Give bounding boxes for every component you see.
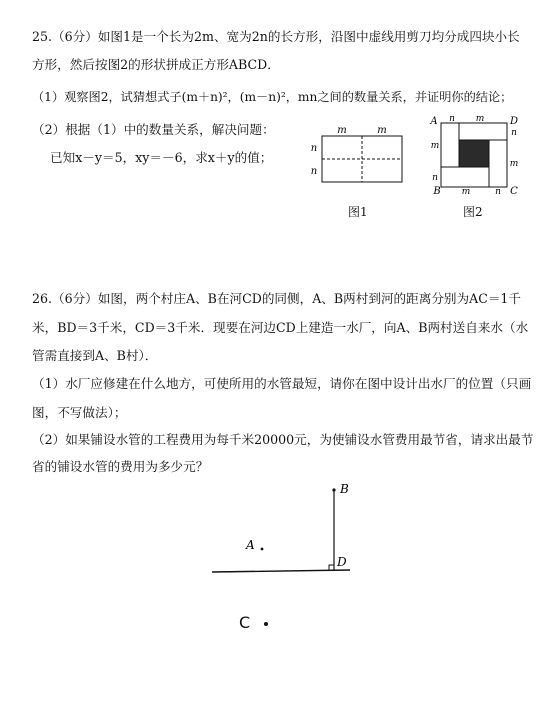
- fig2-vertex-a: A: [430, 116, 438, 127]
- fig2-vertex-b: B: [433, 186, 441, 197]
- river-figure: [200, 478, 360, 588]
- figure-1-caption: 图1: [348, 205, 368, 219]
- figure-1-rectangle: [306, 126, 406, 188]
- point-a-dot: [261, 548, 264, 551]
- fig2-vertex-d: D: [509, 116, 519, 127]
- fig2-right-m: m: [509, 159, 519, 169]
- label-d: D: [337, 555, 347, 569]
- point-b-dot: [332, 488, 335, 491]
- fig2-left-m: m: [430, 141, 440, 151]
- figure-2-square: [428, 114, 522, 197]
- fig1-label-n-top: n: [310, 143, 318, 154]
- fig1-label-n-bottom: n: [310, 166, 318, 177]
- fig2-vertex-c: C: [510, 186, 518, 197]
- fig2-left-n: n: [432, 173, 438, 183]
- q25-line-3: （1）观察图2，试猜想式子(m＋n)²，(m－n)²，mn之间的数量关系，并证明你的结论；: [32, 90, 513, 104]
- q26-line-6: （2）如果铺设水管的工程费用为每千米20000元，为使铺设水管费用最节省，请求出最节: [32, 432, 534, 447]
- q26-line-5: 图，不写做法）；: [32, 405, 127, 420]
- q26-line-4: （1）水厂应修建在什么地方，可使所用的水管最短，请你在图中设计出水厂的位置（只画: [32, 376, 532, 391]
- fig1-label-m-left: m: [337, 125, 347, 136]
- q26-line-7: 省的铺设水管的费用为多少元？: [32, 459, 209, 474]
- shaded-center-square: [459, 140, 489, 167]
- q25-line-1: 25.（6分）如图1是一个长为2m、宽为2n的长方形，沿图中虚线用剪刀均分成四块小长: [32, 29, 520, 44]
- q25-line-5: 已知x－y＝5，xy＝－6，求x＋y的值；: [50, 150, 273, 165]
- fig2-right-n: n: [511, 128, 517, 138]
- fig2-top-n: n: [449, 114, 455, 124]
- q26-line-3: 管需直接到A、B村）．: [32, 348, 158, 363]
- point-c-dot: [262, 620, 270, 628]
- figure-2-caption: 图2: [463, 205, 483, 219]
- q25-line-2: 方形，然后按图2的形状拼成正方形ABCD．: [32, 57, 280, 72]
- label-c: C: [239, 613, 251, 632]
- q25-line-4: （2）根据（1）中的数量关系，解决问题：: [32, 122, 275, 137]
- fig2-top-m: m: [475, 114, 485, 124]
- q26-line-1: 26.（6分）如图，两个村庄A、B在河CD的同侧，A、B两村到河的距离分别为AC＝1千: [32, 291, 522, 306]
- river-line-cd: [212, 570, 350, 572]
- label-a: A: [246, 538, 255, 552]
- fig1-label-m-right: m: [377, 125, 387, 136]
- label-b: B: [340, 482, 349, 496]
- fig2-bottom-m: m: [461, 187, 471, 197]
- fig2-bottom-n: n: [495, 187, 501, 197]
- q26-line-2: 米，BD＝3千米，CD＝3千米．现要在河边CD上建造一水厂，向A、B两村送自来水（水: [32, 320, 529, 335]
